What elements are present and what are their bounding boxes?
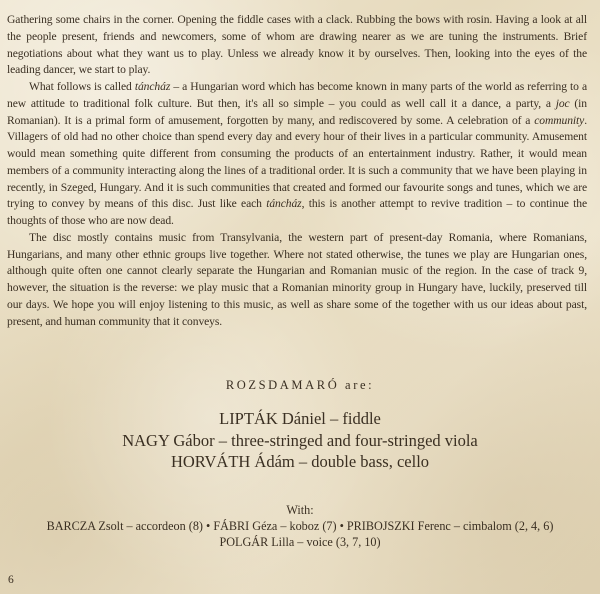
guest-line: POLGÁR Lilla – voice (3, 7, 10) xyxy=(219,535,381,549)
page-number: 6 xyxy=(8,574,14,586)
text-span: (in Romanian). It is a primal form of amusement, forgotten by many, and rediscovered by some. A celebration of a xyxy=(7,96,587,127)
liner-notes-text xyxy=(7,12,587,330)
italic-term-tanchaz: táncház xyxy=(134,80,171,93)
band-member: NAGY Gábor – three-stringed and four-stringed viola xyxy=(122,430,478,450)
text-span: , this is another attempt to revive tradition – to continue the thoughts of those who are now dead. xyxy=(7,197,588,227)
text-span: What follows is called xyxy=(29,80,135,93)
italic-term-joc: joc xyxy=(555,96,570,110)
guest-label: With: xyxy=(286,503,314,517)
band-member: HORVÁTH Ádám – double bass, cello xyxy=(170,452,430,471)
guest-musicians xyxy=(0,502,600,550)
text-span: . Villagers of old had no other choice than spend every day and every hour of their lives in a particular community. Amusement would mean something quite different from consuming the products of an entertainment industry. Rather, it would mean members of a community interacting along the lines of a traditional order. It is such a community that we have been playing in recently, in Szeged, Hungary. And it is such communities that created and formed our favourite songs and tunes, which we are trying to convey by means of this disc. Just like each xyxy=(7,113,587,211)
italic-term-community: community xyxy=(534,113,585,127)
italic-term-tanchaz-2: táncház xyxy=(266,197,302,211)
band-heading: ROZSDAMARÓ are: xyxy=(225,378,375,392)
guest-line: BARCZA Zsolt – accordeon (8) • FÁBRI Géza – koboz (7) • PRIBOJSZKI Ferenc – cimbalom (2, 4, 6) xyxy=(46,519,554,533)
paragraph-tanchaz xyxy=(7,79,587,230)
band-member: LIPTÁK Dániel – fiddle xyxy=(219,409,381,428)
paragraph-gathering: Gathering some chairs in the corner. Opening the fiddle cases with a clack. Rubbing the bows with rosin. Having a look at all the people present, friends and newcomers, some of whom are drawing nearer as we are tuning the instruments. Brief negotiations about what they want us to play. Unless we already know it by ourselves. Then, looking into the eyes of the leading dancer, we start to play. xyxy=(7,13,587,77)
text-span: – a Hungarian word which has become known in many parts of the world as referring to a new attitude to traditional folk culture. But then, it's all so simple – you could as well call it a dance, a party, a xyxy=(7,80,587,110)
paragraph-disc-contents: The disc mostly contains music from Transylvania, the western part of present-day Romania, where Romanians, Hungarians, and many other ethnic groups live together. Where not stated otherwise, the tunes we play are Hungarian ones, although quite often one cannot clearly separate the Hungarian and Romanian music of the region. In the case of track 9, however, the situation is the reverse: we play music that a Romanian minority group in Hungary have, luckily, preserved till our days. We hope you will enjoy listening to this music, as well as share some of the together with us our ideas about past, present, and human community that it conveys. xyxy=(7,230,587,328)
band-member-list xyxy=(0,408,600,473)
